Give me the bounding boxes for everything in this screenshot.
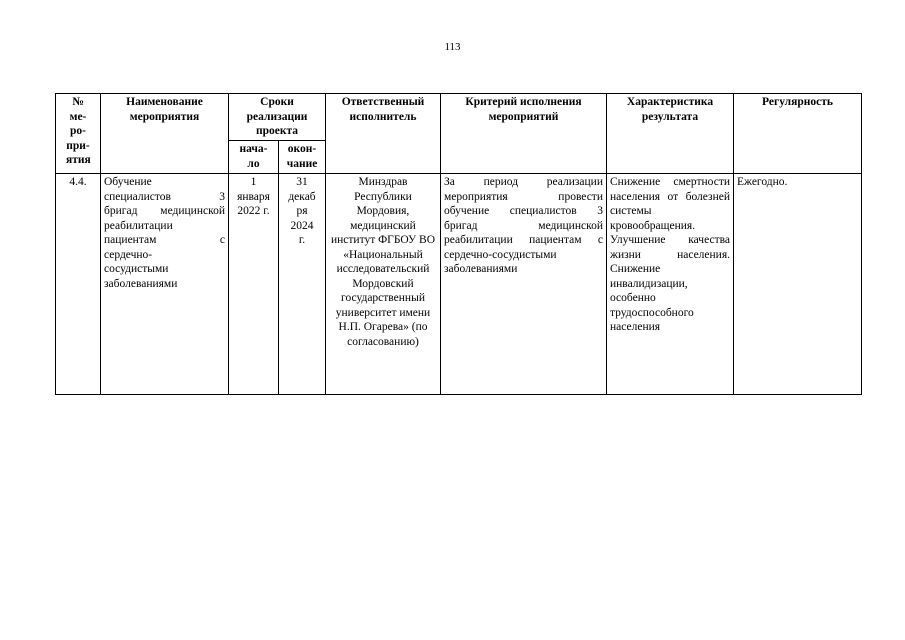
row-end: 31 декаб ря 2024 г. (279, 174, 326, 395)
header-criterion: Критерий исполнения мероприятий (441, 94, 607, 174)
row-name-line: пациентам с (104, 234, 225, 246)
row-regularity: Ежегодно. (734, 174, 862, 395)
row-executor: Минздрав Республики Мордовия, медицинский институт ФГБОУ ВО «Национальный исследовательский Мордовский государственный университет имени Н.П. Огарева» (по согласованию) (326, 174, 441, 395)
row-name-line: сердечно- (104, 248, 153, 261)
header-result: Характеристика результата (607, 94, 734, 174)
row-name-line: реабилитации (104, 219, 173, 232)
header-end: окон-чание (279, 141, 326, 174)
activities-table (55, 93, 862, 395)
page-number: 113 (444, 41, 461, 53)
row-number: 4.4. (56, 174, 101, 395)
header-executor: Ответственный исполнитель (326, 94, 441, 174)
row-result: Снижение смертности населения от болезней системы кровообращения. Улучшение качества жизни населения. Снижение инвалидизации, особенно трудоспособного населения (607, 174, 734, 395)
row-name-line: специалистов 3 (104, 190, 225, 203)
header-terms: Сроки реализации проекта (229, 94, 326, 141)
header-name: Наименование мероприятия (101, 94, 229, 174)
row-name-line: сосудистыми (104, 263, 169, 275)
row-name-line: бригад медицинской (104, 205, 225, 217)
row-criterion: За период реализации мероприятия провести обучение специалистов 3 бригад медицинской реабилитации пациентам с сердечно-сосудистыми заболеваниями (441, 174, 607, 395)
header-number: № ме-ро-при-ятия (56, 94, 101, 174)
row-name-line: заболеваниями (104, 277, 178, 290)
row-start: 1 января 2022 г. (229, 174, 279, 395)
table-row (56, 174, 862, 395)
header-start: нача-ло (229, 141, 279, 174)
row-name (101, 174, 229, 395)
header-row (56, 94, 862, 141)
row-name-line: Обучение (104, 176, 152, 188)
header-regularity: Регулярность (734, 94, 862, 174)
